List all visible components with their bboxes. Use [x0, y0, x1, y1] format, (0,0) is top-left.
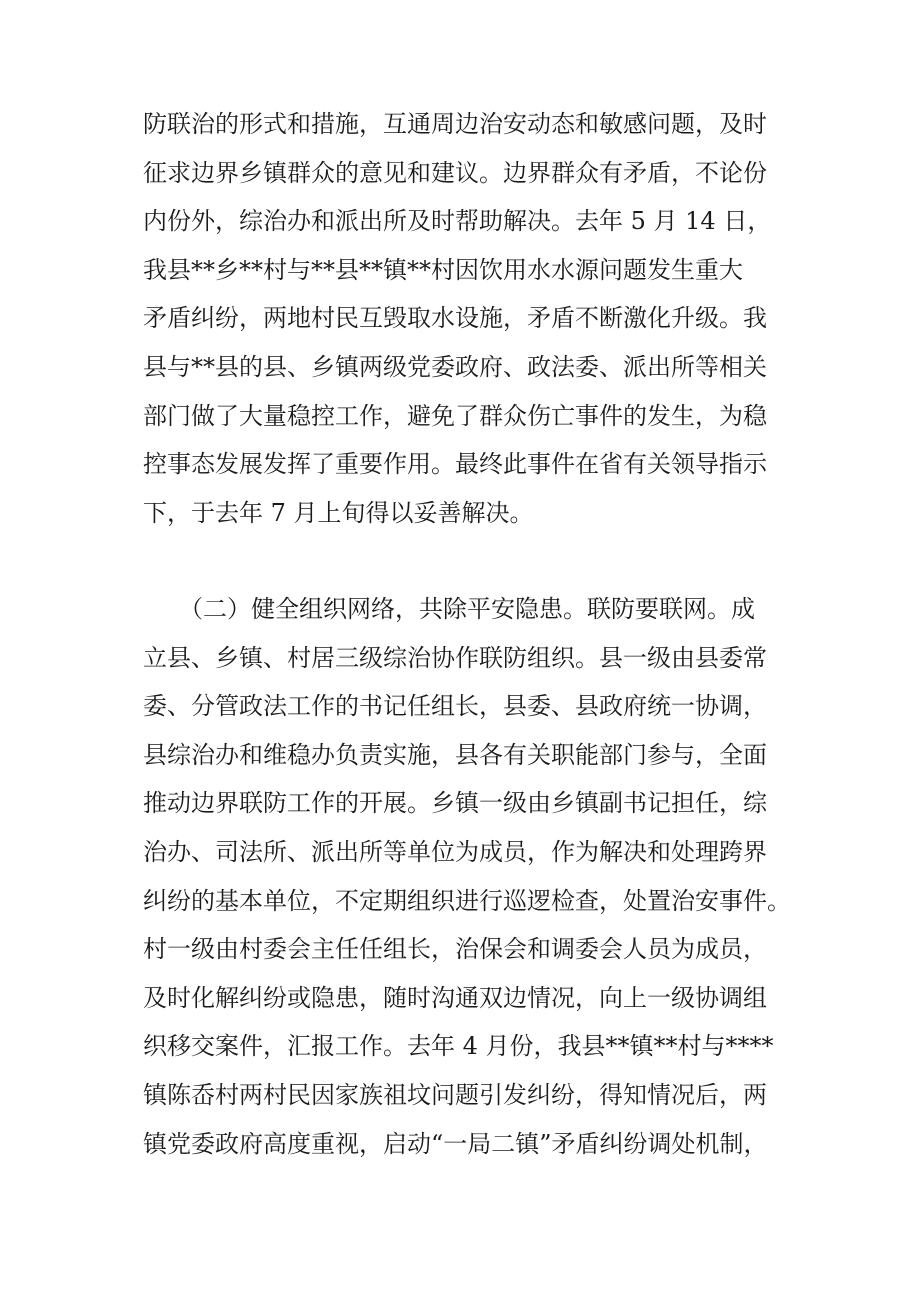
- text-line: 县综治办和维稳办负责实施，县各有关职能部门参与，全面: [143, 740, 767, 769]
- text-line: 镇党委政府高度重视，启动“一局二镇”矛盾纠纷调处机制，: [143, 1129, 768, 1158]
- text-line: 内份外，综治办和派出所及时帮助解决。去年 5 月 14 日，: [143, 207, 772, 236]
- text-line: 部门做了大量稳控工作，避免了群众伤亡事件的发生，为稳: [143, 401, 767, 430]
- text-line: 征求边界乡镇群众的意见和建议。边界群众有矛盾，不论份: [143, 158, 767, 187]
- section-heading-line: （二）健全组织网络，共除平安隐患。联防要联网。成: [143, 595, 755, 623]
- text-line: 立县、乡镇、村居三级综治协作联防组织。县一级由县委常: [143, 643, 767, 672]
- text-line: 治办、司法所、派出所等单位为成员，作为解决和处理跨界: [143, 837, 767, 866]
- paragraph-organization-network: [143, 585, 791, 1168]
- text-line: 委、分管政法工作的书记任组长，县委、县政府统一协调，: [143, 692, 767, 721]
- text-line: 下，于去年 7 月上旬得以妥善解决。: [143, 498, 534, 527]
- text-line: 我县**乡**村与**县**镇**村因饮用水水源问题发生重大: [143, 255, 743, 284]
- text-line: 防联治的形式和措施，互通周边治安动态和敏感问题，及时: [143, 110, 767, 138]
- text-line: 镇陈岙村两村民因家族祖坟问题引发纠纷，得知情况后，两: [143, 1080, 767, 1109]
- text-line: 村一级由村委会主任任组长，治保会和调委会人员为成员，: [143, 935, 767, 964]
- text-line: 矛盾纠纷，两地村民互毁取水设施，矛盾不断激化升级。我: [143, 304, 767, 333]
- text-line: 推动边界联防工作的开展。乡镇一级由乡镇副书记担任，综: [143, 789, 767, 818]
- text-line: 纠纷的基本单位，不定期组织进行巡逻检查，处置治安事件。: [143, 886, 791, 915]
- paragraph-border-cooperation: [143, 100, 783, 537]
- text-line: 县与**县的县、乡镇两级党委政府、政法委、派出所等相关: [143, 352, 767, 381]
- text-line: 及时化解纠纷或隐患，随时沟通双边情况，向上一级协调组: [143, 983, 767, 1012]
- text-line: 织移交案件，汇报工作。去年 4 月份，我县**镇**村与****: [143, 1032, 774, 1061]
- text-line: 控事态发展发挥了重要作用。最终此事件在省有关领导指示: [143, 450, 767, 479]
